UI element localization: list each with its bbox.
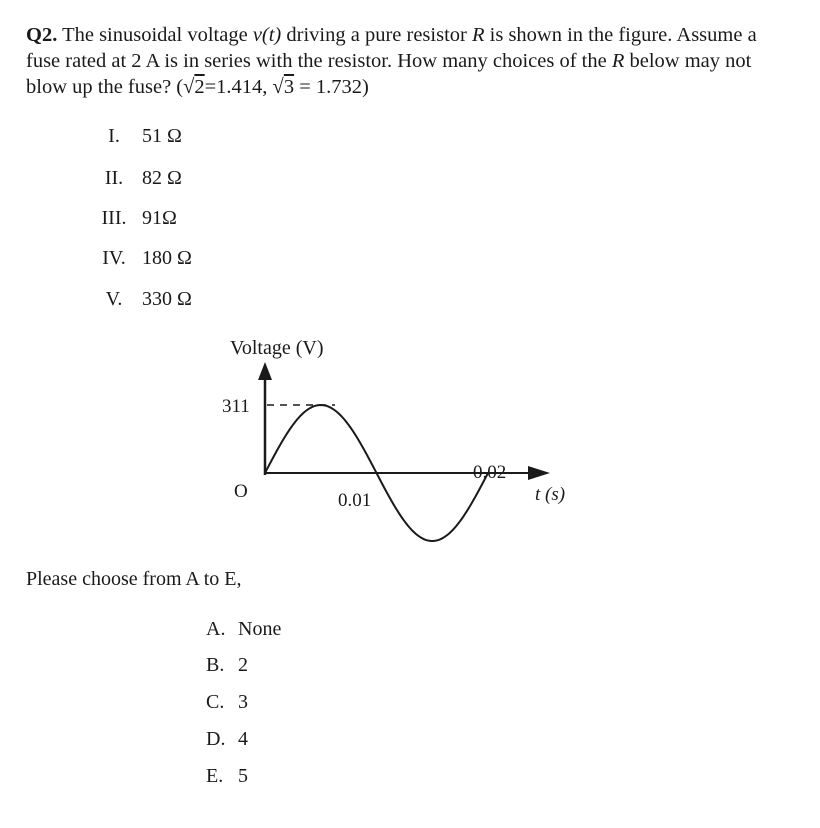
question-part-3: is shown in the figure. Assume a fuse rated at 2 A is in series with the resistor. How many choices of the xyxy=(26,24,757,72)
origin-label: O xyxy=(234,481,248,502)
choice-numeral: I. xyxy=(108,125,120,147)
question-part-6: = 1.732) xyxy=(294,76,369,98)
option-e[interactable] xyxy=(206,764,248,788)
option-letter: B. xyxy=(206,654,225,676)
option-text: 4 xyxy=(238,728,248,750)
choice-value: 330 Ω xyxy=(142,288,192,310)
option-text: 5 xyxy=(238,765,248,787)
half-period-label: 0.01 xyxy=(338,490,372,511)
question-part-5: =1.414, √ xyxy=(204,76,284,98)
question-part-4: below may not blow up the fuse? (√ xyxy=(26,50,752,98)
peak-voltage-label: 311 xyxy=(222,396,250,417)
resistor-symbol-2: R xyxy=(611,50,625,72)
waveform-svg xyxy=(200,330,600,575)
x-axis-label: t (s) xyxy=(535,484,566,505)
option-letter: E. xyxy=(206,765,224,787)
y-axis-label: Voltage (V) xyxy=(230,337,324,359)
prompt-text: Please choose from A to E, xyxy=(26,568,242,590)
option-b[interactable] xyxy=(206,653,248,677)
voltage-symbol: v(t) xyxy=(252,24,282,46)
option-letter: A. xyxy=(206,618,226,640)
option-a[interactable] xyxy=(206,617,281,641)
choice-value: 51 Ω xyxy=(142,125,182,147)
question-part-2: driving a pure resistor xyxy=(281,24,472,46)
choice-value: 180 Ω xyxy=(142,247,192,269)
option-d[interactable] xyxy=(206,727,248,751)
choice-value: 82 Ω xyxy=(142,167,182,189)
choice-numeral: V. xyxy=(105,288,123,310)
period-label: 0.02 xyxy=(473,462,507,483)
question-number: Q2. xyxy=(26,24,58,46)
question-part-1: The sinusoidal voltage xyxy=(57,24,253,46)
question-text xyxy=(26,22,786,100)
option-text: 3 xyxy=(238,691,248,713)
option-text: 2 xyxy=(238,654,248,676)
choice-value: 91Ω xyxy=(142,207,177,229)
voltage-waveform-figure xyxy=(200,330,600,580)
resistor-symbol: R xyxy=(471,24,485,46)
y-axis-arrow xyxy=(258,362,272,380)
sqrt3-radicand: 3 xyxy=(283,76,295,98)
option-text: None xyxy=(238,618,282,640)
option-letter: C. xyxy=(206,691,225,713)
sqrt2-radicand: 2 xyxy=(194,76,205,98)
option-letter: D. xyxy=(206,728,226,750)
x-axis-arrow xyxy=(528,466,550,480)
choice-numeral: II. xyxy=(104,167,124,189)
choice-numeral: IV. xyxy=(102,247,126,269)
option-c[interactable] xyxy=(206,690,248,714)
choice-numeral: III. xyxy=(101,207,127,229)
